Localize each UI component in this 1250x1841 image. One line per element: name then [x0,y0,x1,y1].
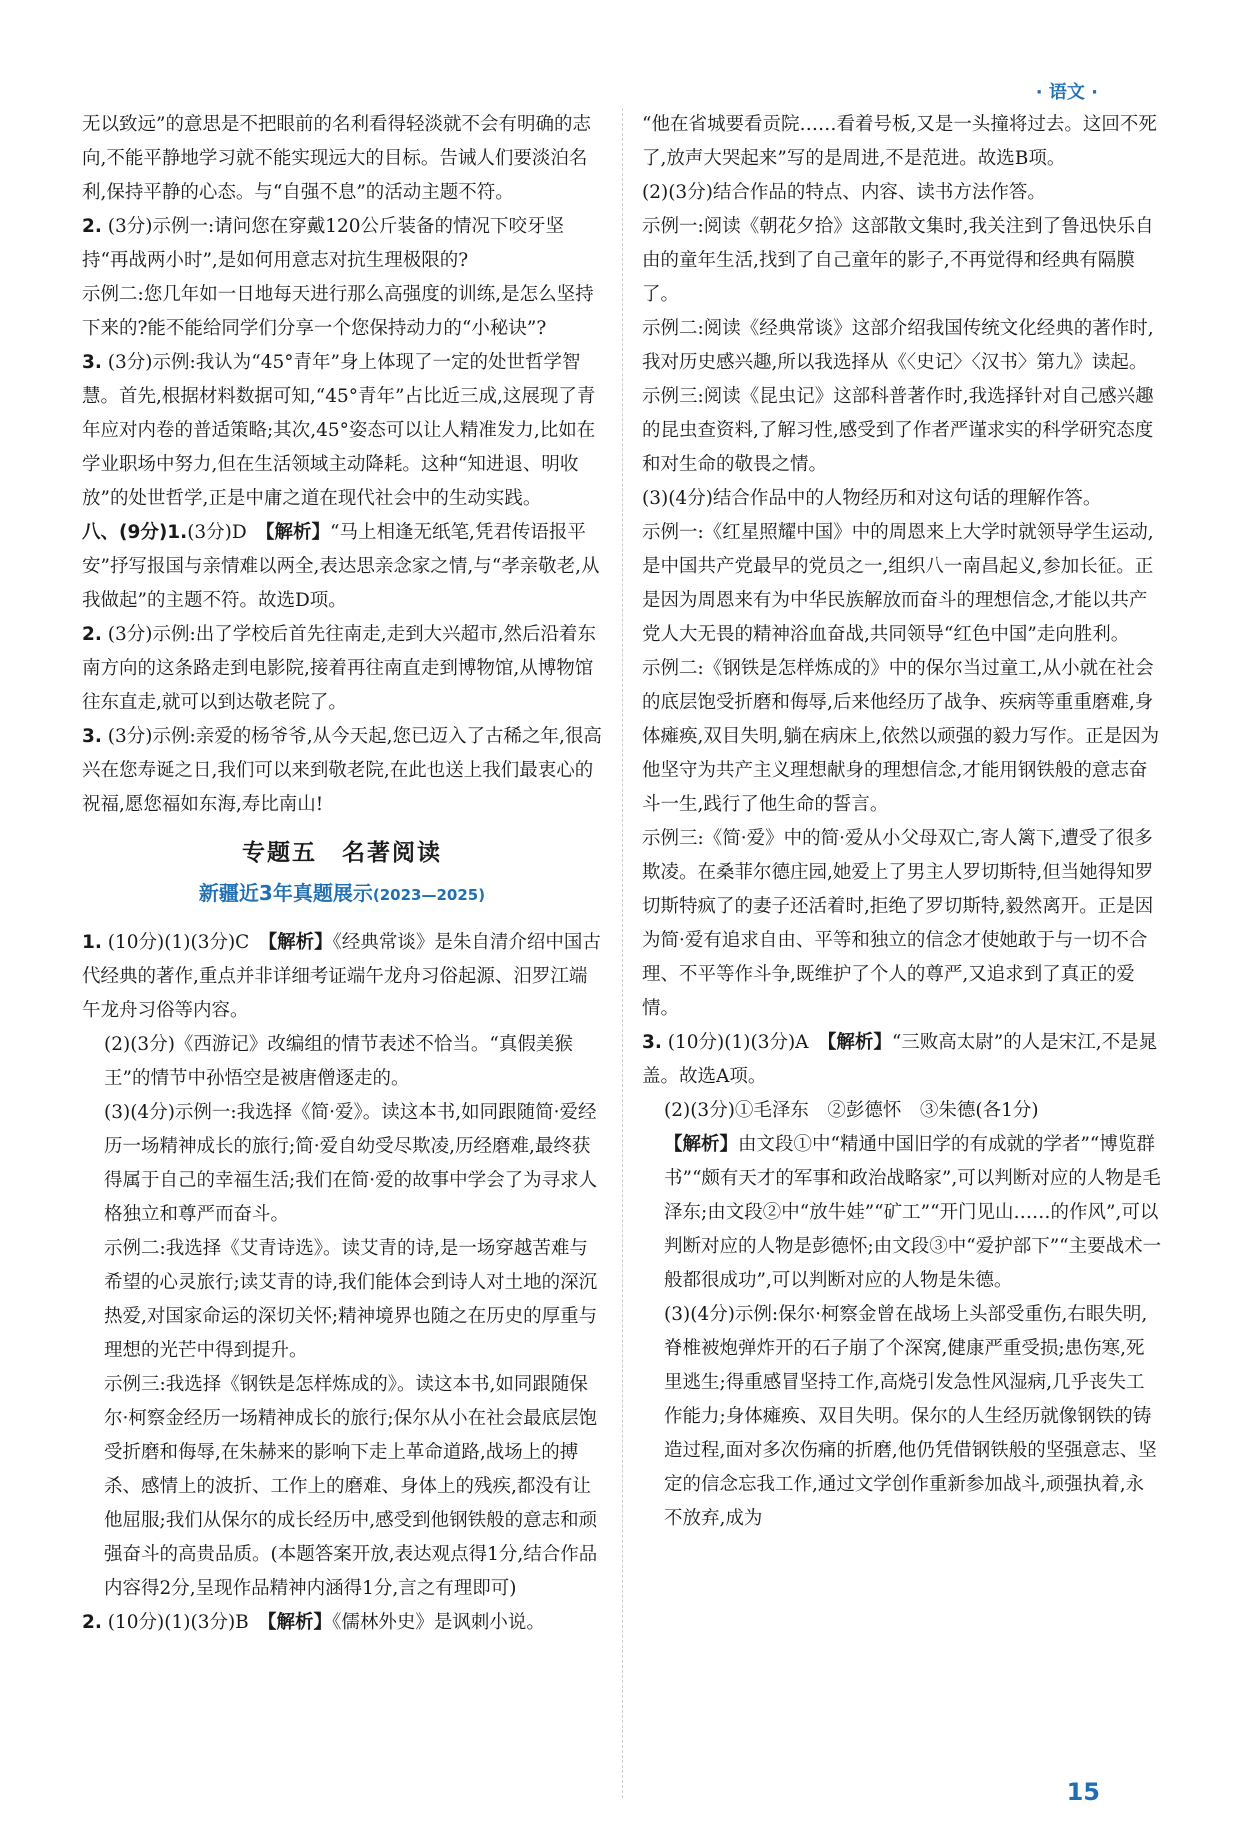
paragraph: 示例一:阅读《朝花夕拾》这部散文集时,我关注到了鲁迅快乐自由的童年生活,找到了自己童年的影子,不再觉得和经典有隔膜了。 [642,216,1154,305]
question-number: 2. [82,624,102,645]
analysis-tag: 【解析】 [267,1612,333,1633]
paragraph: 示例三:阅读《昆虫记》这部科普著作时,我选择针对自己感兴趣的昆虫查资料,了解习性,感受到了作者严谨求实的科学研究态度和对生命的敬畏之情。 [642,386,1154,475]
question-number: 3. [82,352,102,373]
mingzhu-answer-3 [642,1026,1162,1094]
paragraph: 无以致远”的意思是不把眼前的名利看得轻淡就不会有明确的志向,不能平静地学习就不能实现远大的目标。告诫人们要淡泊名利,保持平静的心态。与“自强不息”的活动主题不符。 [82,114,591,203]
paragraph: 示例二:《钢铁是怎样炼成的》中的保尔当过童工,从小就在社会的底层饱受折磨和侮辱,后来他经历了战争、疾病等重重磨难,身体瘫痪,双目失明,躺在病床上,依然以顽强的毅力写作。正是因为他坚守为共产主义理想献身的理想信念,才能用钢铁般的意志奋斗一生,践行了他生命的誓言。 [642,658,1160,815]
mingzhu-answer-1 [82,926,602,1028]
mingzhu-answer-2 [82,1606,602,1640]
answer-text: (3分)示例:我认为“45°青年”身上体现了一定的处世哲学智慧。首先,根据材料数据可知,“45°青年”占比近三成,这展现了青年应对内卷的普适策略;其次,45°姿态可以让人精准发力,比如在学业职场中努力,但在生活领域主动降耗。这种“知进退、明收放”的处世哲学,正是中庸之道在现代社会中的生动实践。 [82,352,596,509]
page-number: 15 [1066,1778,1100,1806]
paragraph: “他在省城要看贡院……看着号板,又是一头撞将过去。这回不死了,放声大哭起来”写的是周进,不是范进。故选B项。 [642,114,1157,169]
answer-3 [82,346,602,516]
answer-text: (3分)示例:出了学校后首先往南走,走到大兴超市,然后沿着东南方向的这条路走到电影院,接着再往南直走到博物馆,从博物馆往东直走,就可以到达敬老院了。 [82,624,596,713]
answer-2 [82,210,602,278]
sub-title-years: (2023—2025) [372,886,486,904]
answer-choice: (3分)D [187,522,247,543]
answer-choice: (10分)(1)(3分)C [107,932,250,953]
analysis-paragraph [642,1128,1162,1298]
section-8-answer-1 [82,516,602,618]
answer-text: (2)(3分)《西游记》改编组的情节表述不恰当。“真假美猴王”的情节中孙悟空是被唐僧逐走的。 [104,1034,573,1089]
left-column [82,108,602,1640]
answer-text: 示例二:我选择《艾青诗选》。读艾青的诗,是一场穿越苦难与希望的心灵旅行;读艾青的诗,我们能体会到诗人对土地的深沉热爱,对国家命运的深切关怀;精神境界也随之在历史的厚重与理想的光芒中得到提升。 [104,1238,598,1361]
section-title: 专题五 名著阅读 [242,839,442,866]
question-number: 2. [82,1612,102,1633]
answer-choice: (10分)(1)(3分)B [107,1612,249,1633]
column-divider [622,108,623,1798]
answer-text: 《经典常谈》是朱自清介绍中国古代经典的著作,重点并非详细考证端午龙舟习俗起源、汨罗江端午龙舟习俗等内容。 [82,932,601,1021]
analysis-tag: 【解析】 [267,932,333,953]
analysis-tag: 【解析】 [265,522,331,543]
answer-text: 示例二:您几年如一日地每天进行那么高强度的训练,是怎么坚持下来的?能不能给同学们分享一个您保持动力的“小秘诀”? [82,284,594,339]
paragraph: (2)(3分)结合作品的特点、内容、读书方法作答。 [642,182,1046,203]
answer-text: (3分)示例:亲爱的杨爷爷,从今天起,您已迈入了古稀之年,很高兴在您寿诞之日,我们可以来到敬老院,在此也送上我们最衷心的祝福,愿您福如东海,寿比南山! [82,726,602,815]
answer-text: “三败高太尉”的人是宋江,不是晁盖。故选A项。 [642,1032,1158,1087]
paragraph: (3)(4分)结合作品中的人物经历和对这句话的理解作答。 [642,488,1102,509]
analysis-tag: 【解析】 [827,1032,892,1053]
analysis-tag: 【解析】 [664,1134,739,1155]
paragraph: 示例一:《红星照耀中国》中的周恩来上大学时就领导学生运动,是中国共产党最早的党员之一,组织八一南昌起义,参加长征。正是因为周恩来有为中华民族解放而奋斗的理想信念,才能以共产党人大无畏的精神浴血奋战,共同领导“红色中国”走向胜利。 [642,522,1154,645]
answer-text: (3分)示例一:请问您在穿戴120公斤装备的情况下咬牙坚持“再战两小时”,是如何用意志对抗生理极限的? [82,216,565,271]
answer-text: (2)(3分)①毛泽东 ②彭德怀 ③朱德(各1分) [664,1100,1039,1121]
paragraph: 示例二:阅读《经典常谈》这部介绍我国传统文化经典的著作时,我对历史感兴趣,所以我选择从《〈史记〉〈汉书〉第九》读起。 [642,318,1154,373]
section-8-answer-2 [82,618,602,720]
answer-text: 《儒林外史》是讽刺小说。 [332,1612,545,1633]
question-number: 3. [642,1032,662,1053]
question-number: 2. [82,216,102,237]
sub-title [82,876,602,912]
question-number: 3. [82,726,102,747]
section-8-answer-3 [82,720,602,822]
question-number: 1. [82,932,102,953]
right-column [642,108,1162,1536]
question-number: 八、(9分)1. [82,522,188,543]
answer-choice: (10分)(1)(3分)A [667,1032,809,1053]
answer-text: (3)(4分)示例一:我选择《简·爱》。读这本书,如同跟随简·爱经历一场精神成长的旅行;简·爱自幼受尽欺凌,历经磨难,最终获得属于自己的幸福生活;我们在简·爱的故事中学会了为寻求人格独立和尊严而奋斗。 [104,1102,598,1225]
answer-text: 由文段①中“精通中国旧学的有成就的学者”“博览群书”“颇有天才的军事和政治战略家”,可以判断对应的人物是毛泽东;由文段②中“放牛娃”“矿工”“开门见山……的作风”,可以判断对应的人物是彭德怀;由文段③中“爱护部下”“主要战术一般都很成功”,可以判断对应的人物是朱德。 [664,1134,1162,1291]
answer-text: “马上相逢无纸笔,凭君传语报平安”抒写报国与亲情难以两全,表达思亲念家之情,与“孝亲敬老,从我做起”的主题不符。故选D项。 [82,522,600,611]
answer-text: 示例三:我选择《钢铁是怎样炼成的》。读这本书,如同跟随保尔·柯察金经历一场精神成长的旅行;保尔从小在社会最底层饱受折磨和侮辱,在朱赫来的影响下走上革命道路,战场上的搏杀、感情上的波折、工作上的磨难、身体上的残疾,都没有让他屈服;我们从保尔的成长经历中,感受到他钢铁般的意志和顽强奋斗的高贵品质。(本题答案开放,表达观点得1分,结合作品内容得2分,呈现作品精神内涵得1分,言之有理即可) [104,1374,598,1599]
paragraph: 示例三:《简·爱》中的简·爱从小父母双亡,寄人篱下,遭受了很多欺凌。在桑菲尔德庄园,她爱上了男主人罗切斯特,但当她得知罗切斯特疯了的妻子还活着时,拒绝了罗切斯特,毅然离开。正是因为简·爱有追求自由、平等和独立的信念才使她敢于与一切不合理、不平等作斗争,既维护了个人的尊严,又追求到了真正的爱情。 [642,828,1154,1019]
sub-title-text: 新疆近3年真题展示 [198,881,373,905]
subject-header: · 语文 · [1035,82,1098,103]
answer-text: (3)(4分)示例:保尔·柯察金曾在战场上头部受重伤,右眼失明,脊椎被炮弹炸开的石子崩了个深窝,健康严重受损;患伤寒,死里逃生;得重感冒坚持工作,高烧引发急性风湿病,几乎丧失工作能力;身体瘫痪、双目失明。保尔的人生经历就像钢铁的铸造过程,面对多次伤痛的折磨,他仍凭借钢铁般的坚强意志、坚定的信念忘我工作,通过文学创作重新参加战斗,顽强执着,永不放弃,成为 [664,1304,1157,1529]
